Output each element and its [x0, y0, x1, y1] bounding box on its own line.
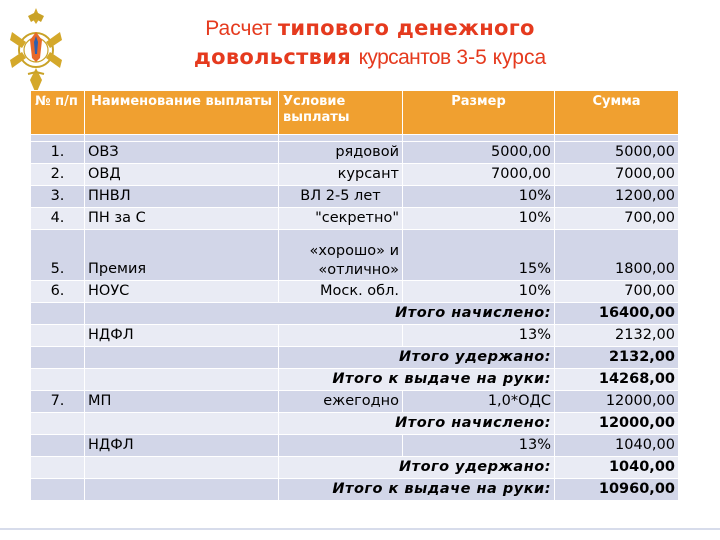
table-row — [31, 391, 679, 413]
payment-condition: ежегодно — [279, 391, 403, 413]
title-line2-suffix: 3-5 курса — [450, 46, 547, 69]
payment-condition: «хорошо» и «отлично» — [279, 230, 403, 281]
payment-name: МП — [85, 391, 279, 413]
payment-sum: 1800,00 — [555, 230, 679, 281]
payment-name: НОУС — [85, 281, 279, 303]
payment-size: 10% — [403, 208, 555, 230]
page-title — [100, 14, 640, 72]
total-withheld-label: Итого удержано: — [279, 457, 555, 479]
total-withheld-value: 1040,00 — [555, 457, 679, 479]
payment-name: ОВЗ — [85, 142, 279, 164]
row-number: 3. — [31, 186, 85, 208]
payment-condition: Моск. обл. — [279, 281, 403, 303]
table-row — [31, 230, 679, 281]
payment-condition: курсант — [279, 164, 403, 186]
payment-sum: 700,00 — [555, 281, 679, 303]
payment-size: 5000,00 — [403, 142, 555, 164]
row-number: 6. — [31, 281, 85, 303]
total-accrued-row — [31, 303, 679, 325]
total-accrued-label: Итого начислено: — [85, 303, 555, 325]
payment-sum: 1200,00 — [555, 186, 679, 208]
total-withheld-value: 2132,00 — [555, 347, 679, 369]
total-accrued-label: Итого начислено: — [279, 413, 555, 435]
total-payout-value: 10960,00 — [555, 479, 679, 501]
title-line2-cadets: курсантов — [358, 46, 451, 69]
table-row — [31, 186, 679, 208]
title-line2-bold: довольствия — [193, 45, 359, 69]
tax-size: 13% — [403, 435, 555, 457]
total-payout-value: 14268,00 — [555, 369, 679, 391]
total-withheld-row — [31, 347, 679, 369]
row-number: 5. — [31, 230, 85, 281]
payment-condition: ВЛ 2-5 лет — [279, 186, 403, 208]
header-cell: № п/п — [31, 91, 85, 135]
row-number: 7. — [31, 391, 85, 413]
tax-name: НДФЛ — [85, 325, 279, 347]
total-payout-label: Итого к выдаче на руки: — [279, 479, 555, 501]
payment-condition: "секретно" — [279, 208, 403, 230]
tax-sum: 2132,00 — [555, 325, 679, 347]
payment-size: 7000,00 — [403, 164, 555, 186]
total-payout-row — [31, 369, 679, 391]
total-withheld-label: Итого удержано: — [279, 347, 555, 369]
payment-sum: 12000,00 — [555, 391, 679, 413]
header-cell: Наименование выплаты — [85, 91, 279, 135]
payment-sum: 7000,00 — [555, 164, 679, 186]
header-cell: Размер — [403, 91, 555, 135]
payment-name: ОВД — [85, 164, 279, 186]
tax-size: 13% — [403, 325, 555, 347]
payment-sum: 700,00 — [555, 208, 679, 230]
payment-size: 10% — [403, 281, 555, 303]
table-header-row — [31, 91, 679, 135]
table-row — [31, 281, 679, 303]
total-payout-row — [31, 479, 679, 501]
payment-size: 10% — [403, 186, 555, 208]
payment-name: ПНВЛ — [85, 186, 279, 208]
tax-name: НДФЛ — [85, 435, 279, 457]
row-number: 1. — [31, 142, 85, 164]
emergency-ministry-emblem — [8, 2, 64, 98]
tax-row — [31, 325, 679, 347]
row-number: 4. — [31, 208, 85, 230]
total-accrued-value: 16400,00 — [555, 303, 679, 325]
table-row — [31, 142, 679, 164]
payment-size: 1,0*ОДС — [403, 391, 555, 413]
header-cell: Сумма — [555, 91, 679, 135]
title-line1-prefix: Расчет — [205, 17, 278, 40]
total-accrued-row — [31, 413, 679, 435]
total-payout-label: Итого к выдаче на руки: — [279, 369, 555, 391]
title-line1-bold: типового денежного — [277, 16, 535, 40]
payment-sum: 5000,00 — [555, 142, 679, 164]
footer-divider — [0, 528, 720, 530]
row-number: 2. — [31, 164, 85, 186]
tax-sum: 1040,00 — [555, 435, 679, 457]
payment-name: ПН за С — [85, 208, 279, 230]
header-cell: Условие выплаты — [279, 91, 403, 135]
tax-row — [31, 435, 679, 457]
allowance-table — [30, 90, 679, 501]
total-accrued-value: 12000,00 — [555, 413, 679, 435]
payment-size: 15% — [403, 230, 555, 281]
payment-name: Премия — [85, 230, 279, 281]
total-withheld-row — [31, 457, 679, 479]
table-row — [31, 164, 679, 186]
table-row — [31, 208, 679, 230]
table-spacer-row — [31, 135, 679, 142]
payment-condition: рядовой — [279, 142, 403, 164]
